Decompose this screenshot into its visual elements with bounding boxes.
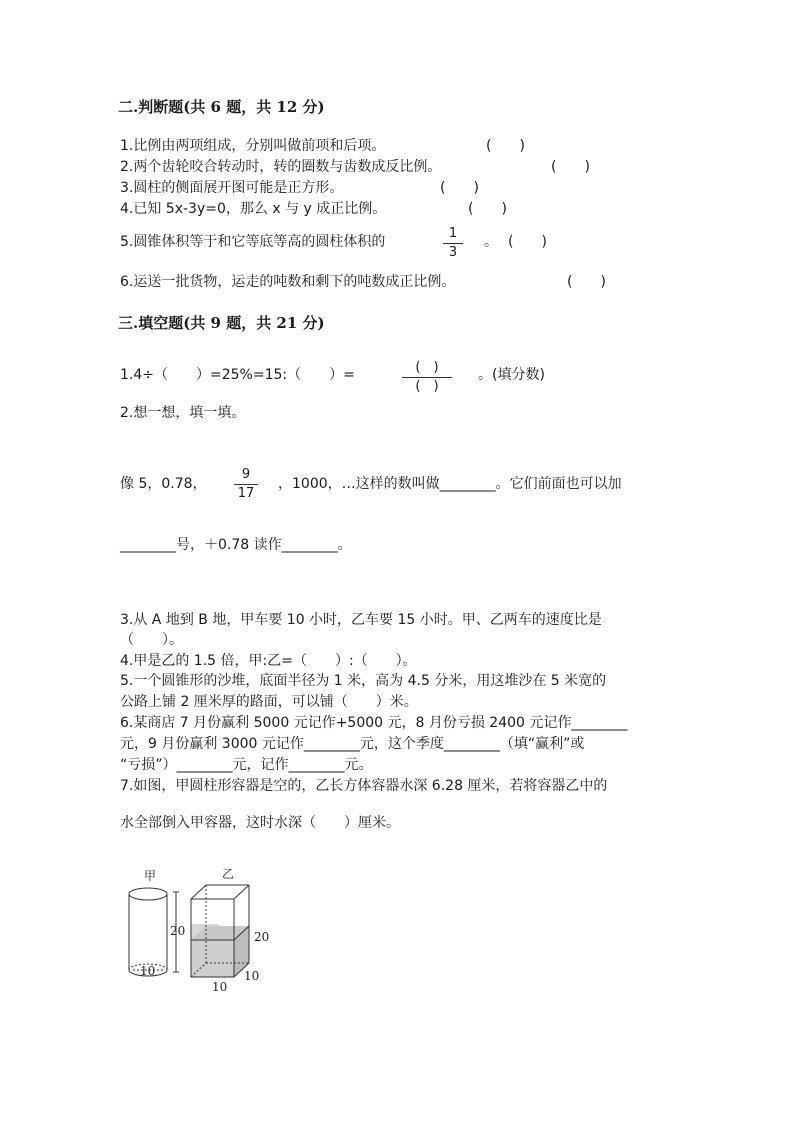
judge-bracket-1[interactable]: ( ) (486, 138, 525, 154)
fill-q2-line2: ________号，＋0.78 读作________。 (120, 537, 352, 553)
fraction-denominator[interactable]: ( ) (415, 379, 439, 394)
fill-q7-line2: 水全部倒入甲容器，这时水深（ ）厘米。 (120, 815, 400, 831)
fill-q4: 4.甲是乙的 1.5 倍，甲:乙=（ ）:（ ）。 (120, 653, 417, 669)
judge-bracket-5[interactable]: ( ) (508, 234, 547, 250)
judge-bracket-2[interactable]: ( ) (551, 159, 590, 175)
judge-item-6: 6.运送一批货物，运走的吨数和剩下的吨数成正比例。 (120, 274, 456, 290)
cylinder-diameter-label: 10 (140, 964, 156, 978)
fill-q1-left: 1.4÷（ ）=25%=15:（ ）= (120, 367, 355, 383)
fill-q7-line1: 7.如图，甲圆柱形容器是空的，乙长方体容器水深 6.28 厘米，若将容器乙中的 (120, 778, 608, 794)
fill-q2-line1b: ，1000，…这样的数叫做________。它们前面也可以加 (278, 476, 622, 492)
section3-heading: 三.填空题(共 9 题，共 21 分) (118, 314, 325, 332)
judge-item-5: 5.圆锥体积等于和它等底等高的圆柱体积的 (120, 234, 386, 250)
fill-q5-line1: 5.一个圆锥形的沙堆，底面半径为 1 米，高为 4.5 分米，用这堆沙在 5 米宽的 (120, 673, 607, 689)
fraction-denominator: 3 (448, 245, 458, 260)
container-figure (118, 862, 298, 1002)
judge-bracket-3[interactable]: ( ) (440, 180, 479, 196)
fraction-bar (234, 484, 258, 485)
section2-heading: 二.判断题(共 6 题，共 12 分) (118, 98, 325, 116)
fill-q6-line3: “亏损”）________元，记作________元。 (120, 757, 373, 773)
fraction-bar (443, 243, 463, 244)
fill-q1-right: 。(填分数) (478, 367, 545, 383)
box-height-label: 20 (254, 930, 270, 944)
fill-q2-line1a: 像 5，0.78， (120, 476, 207, 492)
judge-item-5-tail: 。 (484, 234, 498, 250)
box-depth-label: 10 (244, 969, 260, 983)
judge-item-2: 2.两个齿轮咬合转动时，转的圈数与齿数成反比例。 (120, 159, 442, 175)
cylinder-height-label: 20 (170, 924, 186, 938)
fraction-numerator: 1 (448, 226, 458, 241)
fill-q6-line1: 6.某商店 7 月份赢利 5000 元记作+5000 元，8 月份亏损 2400 元记作________ (120, 715, 628, 731)
fill-q1-fraction (402, 360, 452, 395)
fraction-numerator[interactable]: ( ) (415, 360, 439, 375)
fraction-denominator: 17 (237, 486, 255, 501)
judge-bracket-6[interactable]: ( ) (567, 274, 606, 290)
judge-item-3: 3.圆柱的侧面展开图可能是正方形。 (120, 180, 344, 196)
fill-q3-line1: 3.从 A 地到 B 地，甲车要 10 小时，乙车要 15 小时。甲、乙两车的速度比是 (120, 612, 602, 628)
fraction-numerator: 9 (241, 467, 251, 482)
box-yi (191, 885, 249, 977)
judge-bracket-4[interactable]: ( ) (468, 201, 507, 217)
fill-q3-line2: （ ）。 (120, 632, 183, 648)
judge-item-5-fraction (443, 226, 463, 261)
fill-q2-fraction (234, 467, 258, 502)
fill-q2: 2.想一想，填一填。 (120, 405, 246, 421)
judge-item-4: 4.已知 5x-3y=0，那么 x 与 y 成正比例。 (120, 201, 387, 217)
label-yi: 乙 (222, 867, 235, 881)
judge-item-1: 1.比例由两项组成，分别叫做前项和后项。 (120, 138, 386, 154)
fill-q6-line2: 元，9 月份赢利 3000 元记作________元，这个季度________（填“赢利”或 (120, 736, 585, 752)
label-jia: 甲 (144, 869, 157, 883)
fill-q5-line2: 公路上铺 2 厘米厚的路面，可以铺（ ）米。 (120, 694, 418, 710)
fraction-bar (402, 377, 452, 378)
box-width-label: 10 (212, 980, 228, 994)
